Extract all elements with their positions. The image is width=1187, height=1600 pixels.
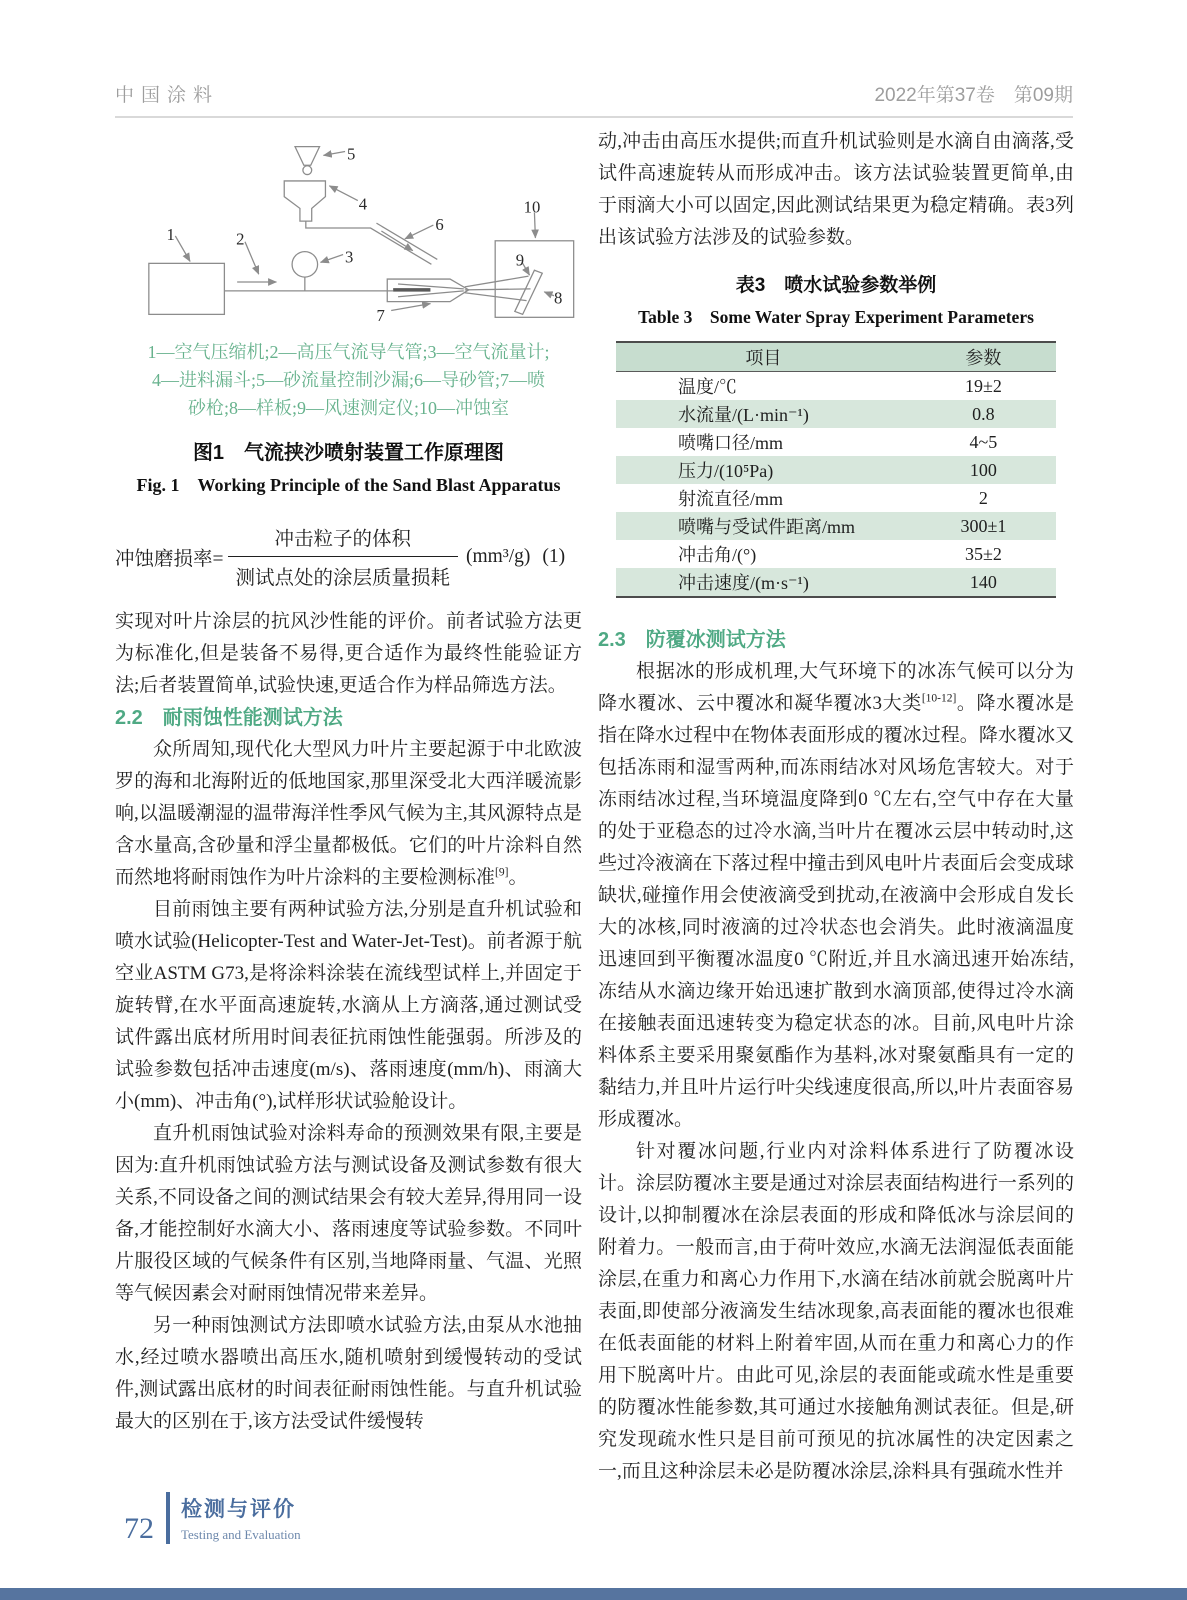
part-label-8: 8 <box>554 288 563 308</box>
paragraph: 动,冲击由高压水提供;而直升机试验则是水滴自由滴落,受试件高速旋转从而形成冲击。该方法试验装置更简单,由于雨滴大小可以固定,因此测试结果更为稳定精确。表3列出该试验方法涉及的试验参数。 <box>598 131 1074 248</box>
right-column-text-bottom <box>598 624 1074 1488</box>
part-label-3: 3 <box>345 247 354 267</box>
journal-title: 中国涂料 <box>115 85 220 106</box>
cell-item: 压力/(10⁵Pa) <box>678 461 774 481</box>
feed-hopper <box>284 181 325 221</box>
equation-lhs: 冲蚀磨损率= <box>115 548 224 570</box>
equation-fraction <box>228 523 459 590</box>
table3-title-en: Table 3 Some Water Spray Experiment Parameters <box>638 307 1034 327</box>
paragraph <box>115 734 582 894</box>
cell-value: 0.8 <box>972 403 995 424</box>
left-column-text <box>115 606 582 1438</box>
cell-value: 4~5 <box>969 431 998 452</box>
paragraph: 针对覆冰问题,行业内对涂料体系进行了防覆冰设计。涂层防覆冰主要是通过对涂层表面结构进行一系列的设计,以抑制覆冰在涂层表面的形成和降低冰与涂层间的附着力。一般而言,由于荷叶效应,水滴无法润湿低表面能涂层,在重力和离心力作用下,水滴在结冰前就会脱离叶片表面,即使部分液滴发生结冰现象,高表面能的覆冰也很难在低表面能的材料上附着牢固,从而在重力和离心力的作用下脱离叶片。由此可见,涂层的表面能或疏水性是重要的防覆冰性能参数,其可通过水接触角测试表征。但是,研究发现疏水性只是目前可预见的抗冰属性的决定因素之一,而且这种涂层未必是防覆冰涂层,涂料具有强疏水性并 <box>598 1141 1074 1482</box>
sand-hourglass <box>295 147 320 166</box>
paragraph <box>598 656 1074 1136</box>
cell-item: 喷嘴与受试件距离/mm <box>678 517 856 537</box>
table-row <box>616 540 1056 568</box>
table-header-row <box>616 342 1056 372</box>
air-compressor-box <box>149 263 225 314</box>
part-label-7: 7 <box>376 306 385 326</box>
equation-numerator: 冲击粒子的体积 <box>274 529 412 550</box>
equation-number: (1) <box>542 545 566 567</box>
part-label-9: 9 <box>515 250 525 270</box>
paragraph: 目前雨蚀主要有两种试验方法,分别是直升机试验和喷水试验(Helicopter-Test and Water-Jet-Test)。前者源于航空业ASTM G73,是将涂料涂装在流线型试样上,并固定于旋转臂,在水平面高速旋转,水滴从上方滴落,通过测试受试件露出底材所用时间表征抗雨蚀性能强弱。所涉及的试验参数包括冲击速度(m/s)、落雨速度(mm/h)、雨滴大小(mm)、冲击角(°),试样形状试验舱设计。 <box>115 899 582 1112</box>
part-label-2: 2 <box>236 229 245 249</box>
paragraph: 实现对叶片涂层的抗风沙性能的评价。前者试验方法更为标准化,但是装备不易得,更合适作为最终性能验证方法;后者装置简单,试验快速,更适合作为样品筛选方法。 <box>115 611 582 696</box>
table-row <box>616 512 1056 540</box>
page-header <box>115 78 1073 118</box>
table-row <box>616 372 1056 401</box>
figure1-caption-zh: 图1 气流挟沙喷射装置工作原理图 <box>192 442 505 464</box>
part-label-4: 4 <box>358 194 368 214</box>
footer-section <box>181 1493 301 1543</box>
table3-title-zh: 表3 喷水试验参数举例 <box>735 275 937 296</box>
diagram-lines <box>149 147 574 318</box>
part-label-6: 6 <box>435 215 444 234</box>
paragraph: 另一种雨蚀测试方法即喷水试验方法,由泵从水池抽水,经过喷水器喷出高压水,随机喷射到缓慢转动的受试件,测试露出底材的时间表征耐雨蚀性能。与直升机试验最大的区别在于,该方法受试件缓慢转 <box>115 1315 582 1432</box>
citation-ref-10-12: [10-12] <box>921 692 957 705</box>
figure1-caption-en: Fig. 1 Working Principle of the Sand Blast Apparatus <box>136 475 561 495</box>
column-header-item: 项目 <box>616 342 911 372</box>
paragraph: 直升机雨蚀试验对涂料寿命的预测效果有限,主要是因为:直升机雨蚀试验方法与测试设备及测试参数有很大关系,不同设备之间的测试结果会有较大差异,得用同一设备,才能控制好水滴大小、落雨速度等试验参数。不同叶片服役区域的气候条件有区别,当地降雨量、气温、光照等气候因素会对耐雨蚀情况带来差异。 <box>115 1123 582 1304</box>
citation-ref-9: [9] <box>495 866 509 879</box>
paragraph-text: 。降水覆冰是指在降水过程中在物体表面形成的覆冰过程。降水覆冰又包括冻雨和湿雪两种,而冻雨结冰对风场危害较大。对于冻雨结冰过程,当环境温度降到0 ℃左右,空气中存在大量的处于亚稳态的过冷水滴,当叶片在覆冰云层中转动时,这些过冷液滴在下落过程中撞击到风电叶片表面后会变成球缺状,碰撞作用会使液滴受到扰动,在液滴中会形成自发长大的冰核,同时液滴的过冷状态也会消失。此时液滴温度迅速回到平衡覆冰温度0 ℃附近,并且水滴迅速开始冻结,冻结从水滴边缘开始迅速扩散到水滴顶部,使得过冷水滴在接触表面迅速转变为稳定状态的冰。目前,风电叶片涂料体系主要采用聚氨酯作为基料,冰对聚氨酯具有一定的黏结力,并且叶片运行叶尖线速度很高,所以,叶片表面容易形成覆冰。 <box>598 693 1074 1130</box>
part-label-10: 10 <box>523 197 541 217</box>
cell-item: 喷嘴口径/mm <box>678 433 784 453</box>
sample-plate <box>515 270 542 314</box>
column-header-parameter: 参数 <box>911 342 1056 372</box>
table-row <box>616 568 1056 597</box>
table3-water-spray-parameters <box>616 341 1056 598</box>
cell-value: 35±2 <box>964 543 1002 564</box>
air-flowmeter <box>292 252 318 278</box>
cell-value: 19±2 <box>964 375 1002 396</box>
page-footer <box>124 1490 301 1546</box>
paragraph-text: 根据冰的形成机理,大气环境下的冰冻气候可以分为降水覆冰、云中覆冰和凝华覆冰3大类 <box>598 661 1074 714</box>
part-label-1: 1 <box>166 224 175 244</box>
legend-line-2: 4—进料漏斗;5—砂流量控制沙漏;6—导砂管;7—喷 <box>151 370 545 390</box>
left-column <box>115 126 582 1438</box>
section-heading-2-3: 2.3 防覆冰测试方法 <box>598 629 786 651</box>
sandblast-apparatus-diagram <box>115 126 582 334</box>
cell-item: 冲击角/(°) <box>678 545 757 565</box>
bottom-color-band <box>0 1588 1187 1600</box>
table-row <box>616 456 1056 484</box>
section-heading-2-2: 2.2 耐雨蚀性能测试方法 <box>115 707 343 729</box>
table-row <box>616 400 1056 428</box>
part-label-5: 5 <box>347 144 356 164</box>
figure-legend <box>115 338 582 422</box>
paragraph-text: 。 <box>508 867 528 888</box>
cell-value: 300±1 <box>960 515 1007 536</box>
right-column-text-top <box>598 126 1074 254</box>
table-row <box>616 428 1056 456</box>
footer-section-en: Testing and Evaluation <box>181 1527 301 1542</box>
footer-divider-bar <box>166 1492 170 1544</box>
cell-value: 100 <box>969 459 997 480</box>
cell-item: 射流直径/mm <box>678 489 784 509</box>
table-row <box>616 484 1056 512</box>
issue-info: 2022年第37卷 第09期 <box>874 85 1073 106</box>
equation-1 <box>115 523 582 590</box>
legend-line-1: 1—空气压缩机;2—高压气流导气管;3—空气流量计; <box>147 342 550 362</box>
legend-line-3: 砂枪;8—样板;9—风速测定仪;10—冲蚀室 <box>187 398 509 418</box>
right-column <box>598 126 1074 1488</box>
cell-value: 2 <box>978 487 988 508</box>
paragraph-text: 众所周知,现代化大型风力叶片主要起源于中北欧波罗的海和北海附近的低地国家,那里深受北大西洋暖流影响,以温暖潮湿的温带海洋性季风气候为主,其风源特点是含水量高,含砂量和浮尘量都极低。它们的叶片涂料自然而然地将耐雨蚀作为叶片涂料的主要检测标准 <box>115 739 582 888</box>
cell-item: 温度/℃ <box>678 377 738 397</box>
page-number: 72 <box>124 1512 154 1545</box>
cell-item: 冲击速度/(m·s⁻¹) <box>678 573 809 593</box>
footer-section-zh: 检测与评价 <box>181 1498 296 1521</box>
equation-unit: (mm³/g) <box>466 545 531 567</box>
cell-item: 水流量/(L·min⁻¹) <box>678 405 809 425</box>
equation-denominator: 测试点处的涂层质量损耗 <box>228 556 459 590</box>
cell-value: 140 <box>969 571 997 592</box>
